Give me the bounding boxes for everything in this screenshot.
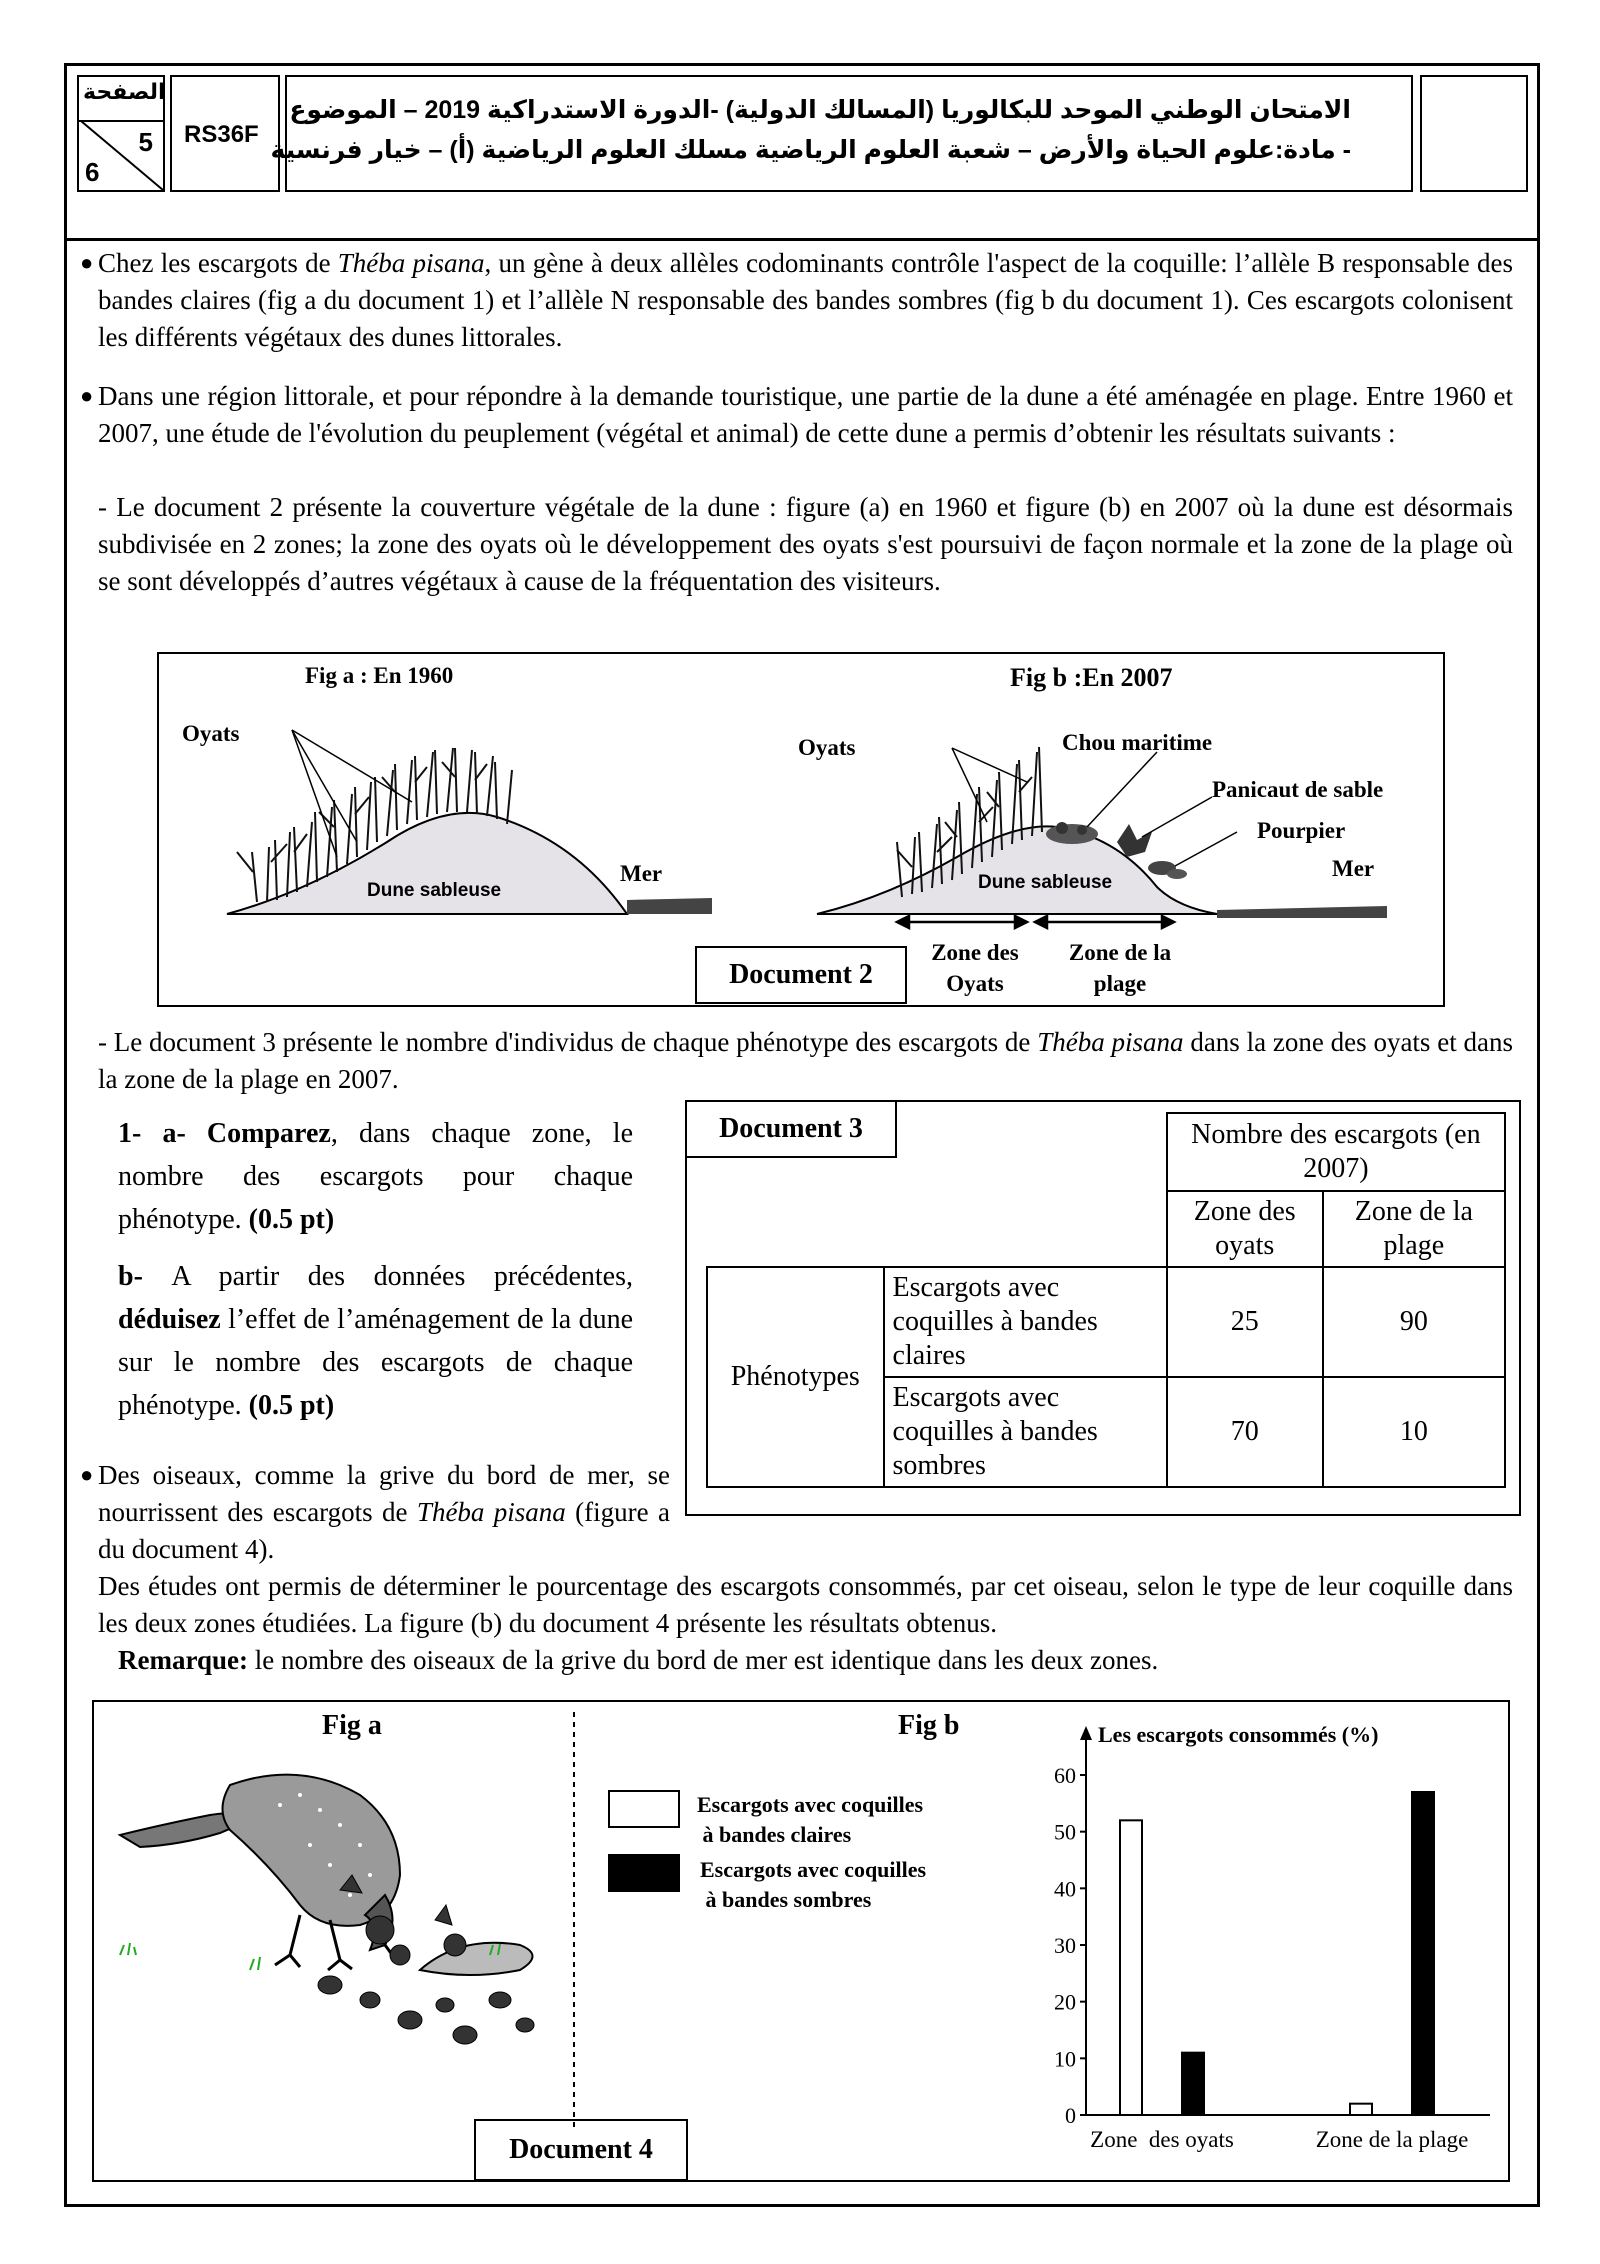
doc2-mer-label-b: Mer — [1332, 856, 1375, 881]
legend-dark-swatch — [608, 1854, 680, 1892]
bird-eating-snails-illustration — [100, 1755, 560, 2055]
exam-code: RS36F — [184, 121, 259, 148]
header-title-line1: الامتحان الوطني الموحد للبكالوريا (المسالك الدولية) -الدورة الاستدراكية 2019 – الموضوع — [289, 96, 1351, 124]
page-total: 6 — [85, 157, 100, 187]
doc4-fig-b-title: Fig b — [898, 1710, 960, 1741]
doc3-row-1-label: Escargots avec coquilles à bandes claires — [884, 1267, 1167, 1377]
bar — [1120, 1820, 1142, 2115]
doc2-zone-oyats-label: Zone des Oyats — [931, 940, 1019, 996]
doc3-row-1-oyats: 25 — [1167, 1267, 1323, 1377]
document-4-label: Document 4 — [474, 2119, 688, 2181]
x-category-label: Zone des oyats — [1090, 2127, 1234, 2152]
birds-paragraph-b: Des études ont permis de déterminer le pourcentage des escargots consommés, par cet oiseau, selon le type de leur coquille dans les deux zones étudiées. La figure (b) du document 4 présente les résultats obtenus. — [98, 1571, 1513, 1638]
y-axis-label: Les escargots consommés (%) — [1098, 1722, 1379, 1747]
title-box — [270, 75, 1413, 192]
doc3-col-oyats: Zone des oyats — [1167, 1191, 1323, 1267]
code-box — [170, 75, 280, 192]
doc2-pourpier-label: Pourpier — [1257, 818, 1346, 843]
doc3-row-2-oyats: 70 — [1167, 1377, 1323, 1487]
doc3-col-plage: Zone de la plage — [1323, 1191, 1505, 1267]
y-axis-arrow — [1080, 1726, 1092, 1740]
doc3-row-2-plage: 10 — [1323, 1377, 1505, 1487]
y-tick-label: 0 — [1065, 2103, 1076, 2128]
y-tick-label: 60 — [1054, 1763, 1076, 1788]
doc2-mer-label-a: Mer — [620, 861, 663, 886]
doc2-fig-b-title: Fig b :En 2007 — [1010, 663, 1173, 692]
doc3-row-2-label: Escargots avec coquilles à bandes sombres — [884, 1377, 1167, 1487]
y-tick-label: 50 — [1054, 1819, 1076, 1845]
birds-paragraph-a: Des oiseaux, comme la grive du bord de mer, se nourrissent des escargots de Théba pisana (figure a du document 4). — [98, 1460, 670, 1564]
doc2-oyats-label-b: Oyats — [798, 735, 856, 760]
bullet-1: ● — [80, 250, 94, 275]
y-tick-label: 30 — [1054, 1933, 1076, 1958]
legend-light-label: Escargots avec coquilles à bandes claires — [697, 1792, 924, 1847]
header-title-line2: - مادة:علوم الحياة والأرض – شعبة العلوم الرياضية مسلك العلوم الرياضية (أ) – خيار فرنسية — [270, 136, 1351, 164]
remark: Remarque: le nombre des oiseaux de la grive du bord de mer est identique dans les deux zones. — [118, 1645, 1159, 1675]
bar — [1182, 2053, 1204, 2115]
consumed-snails-bar-chart — [1050, 1720, 1510, 2160]
blank-box — [1420, 75, 1528, 192]
y-tick-label: 20 — [1054, 1989, 1076, 2015]
doc2-oyats-label-a: Oyats — [182, 721, 240, 746]
doc2-chou-label: Chou maritime — [1062, 730, 1213, 755]
bullet-3: ● — [80, 1462, 94, 1487]
y-tick-label: 10 — [1054, 2046, 1076, 2072]
doc2-zone-plage-label: Zone de la plage — [1068, 940, 1172, 996]
doc4-divider — [572, 1712, 576, 2132]
legend-light-swatch — [608, 1790, 680, 1828]
doc2-dune-label-b: Dune sableuse — [978, 872, 1113, 893]
doc2-fig-a-title: Fig a : En 1960 — [305, 663, 454, 688]
question-1a: 1- a- Comparez, dans chaque zone, le nombre des escargots pour chaque phénotype. (0.5 pt) — [118, 1118, 633, 1235]
y-tick-label: 40 — [1054, 1876, 1076, 1902]
intro-paragraph-1: Chez les escargots de Théba pisana, un gène à deux allèles codominants contrôle l'aspect de la coquille: l’allèle B responsable des bandes claires (fig a du document 1) et l’allèle N responsable des bandes sombres (fig b du document 1). Ces escargots colonisent les différents végétaux des dunes littorales. — [98, 248, 1513, 352]
doc2-panicaut-label: Panicaut de sable — [1212, 777, 1384, 802]
doc3-intro: - Le document 3 présente le nombre d'individus de chaque phénotype des escargots de Théba pisana dans la zone des oyats et dans la zone de la plage en 2007. — [98, 1027, 1513, 1094]
document-3-label: Document 3 — [685, 1100, 897, 1158]
page-number: 5 — [138, 127, 153, 157]
bar — [1350, 2104, 1372, 2115]
legend-dark-label: Escargots avec coquilles à bandes sombres — [700, 1857, 927, 1912]
document-2-label: Document 2 — [695, 946, 907, 1004]
doc3-header-main: Nombre des escargots (en 2007) — [1167, 1113, 1505, 1191]
page-label: الصفحة — [83, 79, 166, 104]
doc3-row-1-plage: 90 — [1323, 1267, 1505, 1377]
header-divider — [64, 238, 1540, 241]
intro-paragraph-3: - Le document 2 présente la couverture végétale de la dune : figure (a) en 1960 et figure (b) en 2007 où la dune est désormais subdivisée en 2 zones; la zone des oyats où le développement des oyats s'est poursuivi de façon normale et la zone de la plage où se sont développés d’autres végétaux à cause de la fréquentation des visiteurs. — [98, 492, 1513, 596]
doc3-row-group: Phénotypes — [707, 1267, 884, 1487]
intro-paragraph-2: Dans une région littorale, et pour répondre à la demande touristique, une partie de la dune a été aménagée en plage. Entre 1960 et 2007, une étude de l'évolution du peuplement (végétal et animal) de cette dune a permis d’obtenir les résultats suivants : — [98, 381, 1513, 448]
question-1b: b- A partir des données précédentes, déduisez l’effet de l’aménagement de la dune sur le nombre des escargots de chaque phénotype. (0.5 pt) — [118, 1261, 633, 1421]
species-name: Théba pisana — [337, 248, 485, 278]
doc2-dune-label-a: Dune sableuse — [367, 880, 502, 901]
bar — [1412, 1792, 1434, 2115]
x-category-label: Zone de la plage — [1315, 2127, 1469, 2152]
page-number-box — [77, 75, 165, 192]
doc4-fig-a-title: Fig a — [322, 1710, 382, 1741]
bullet-2: ● — [80, 383, 94, 408]
document-3-table — [706, 1112, 1506, 1488]
